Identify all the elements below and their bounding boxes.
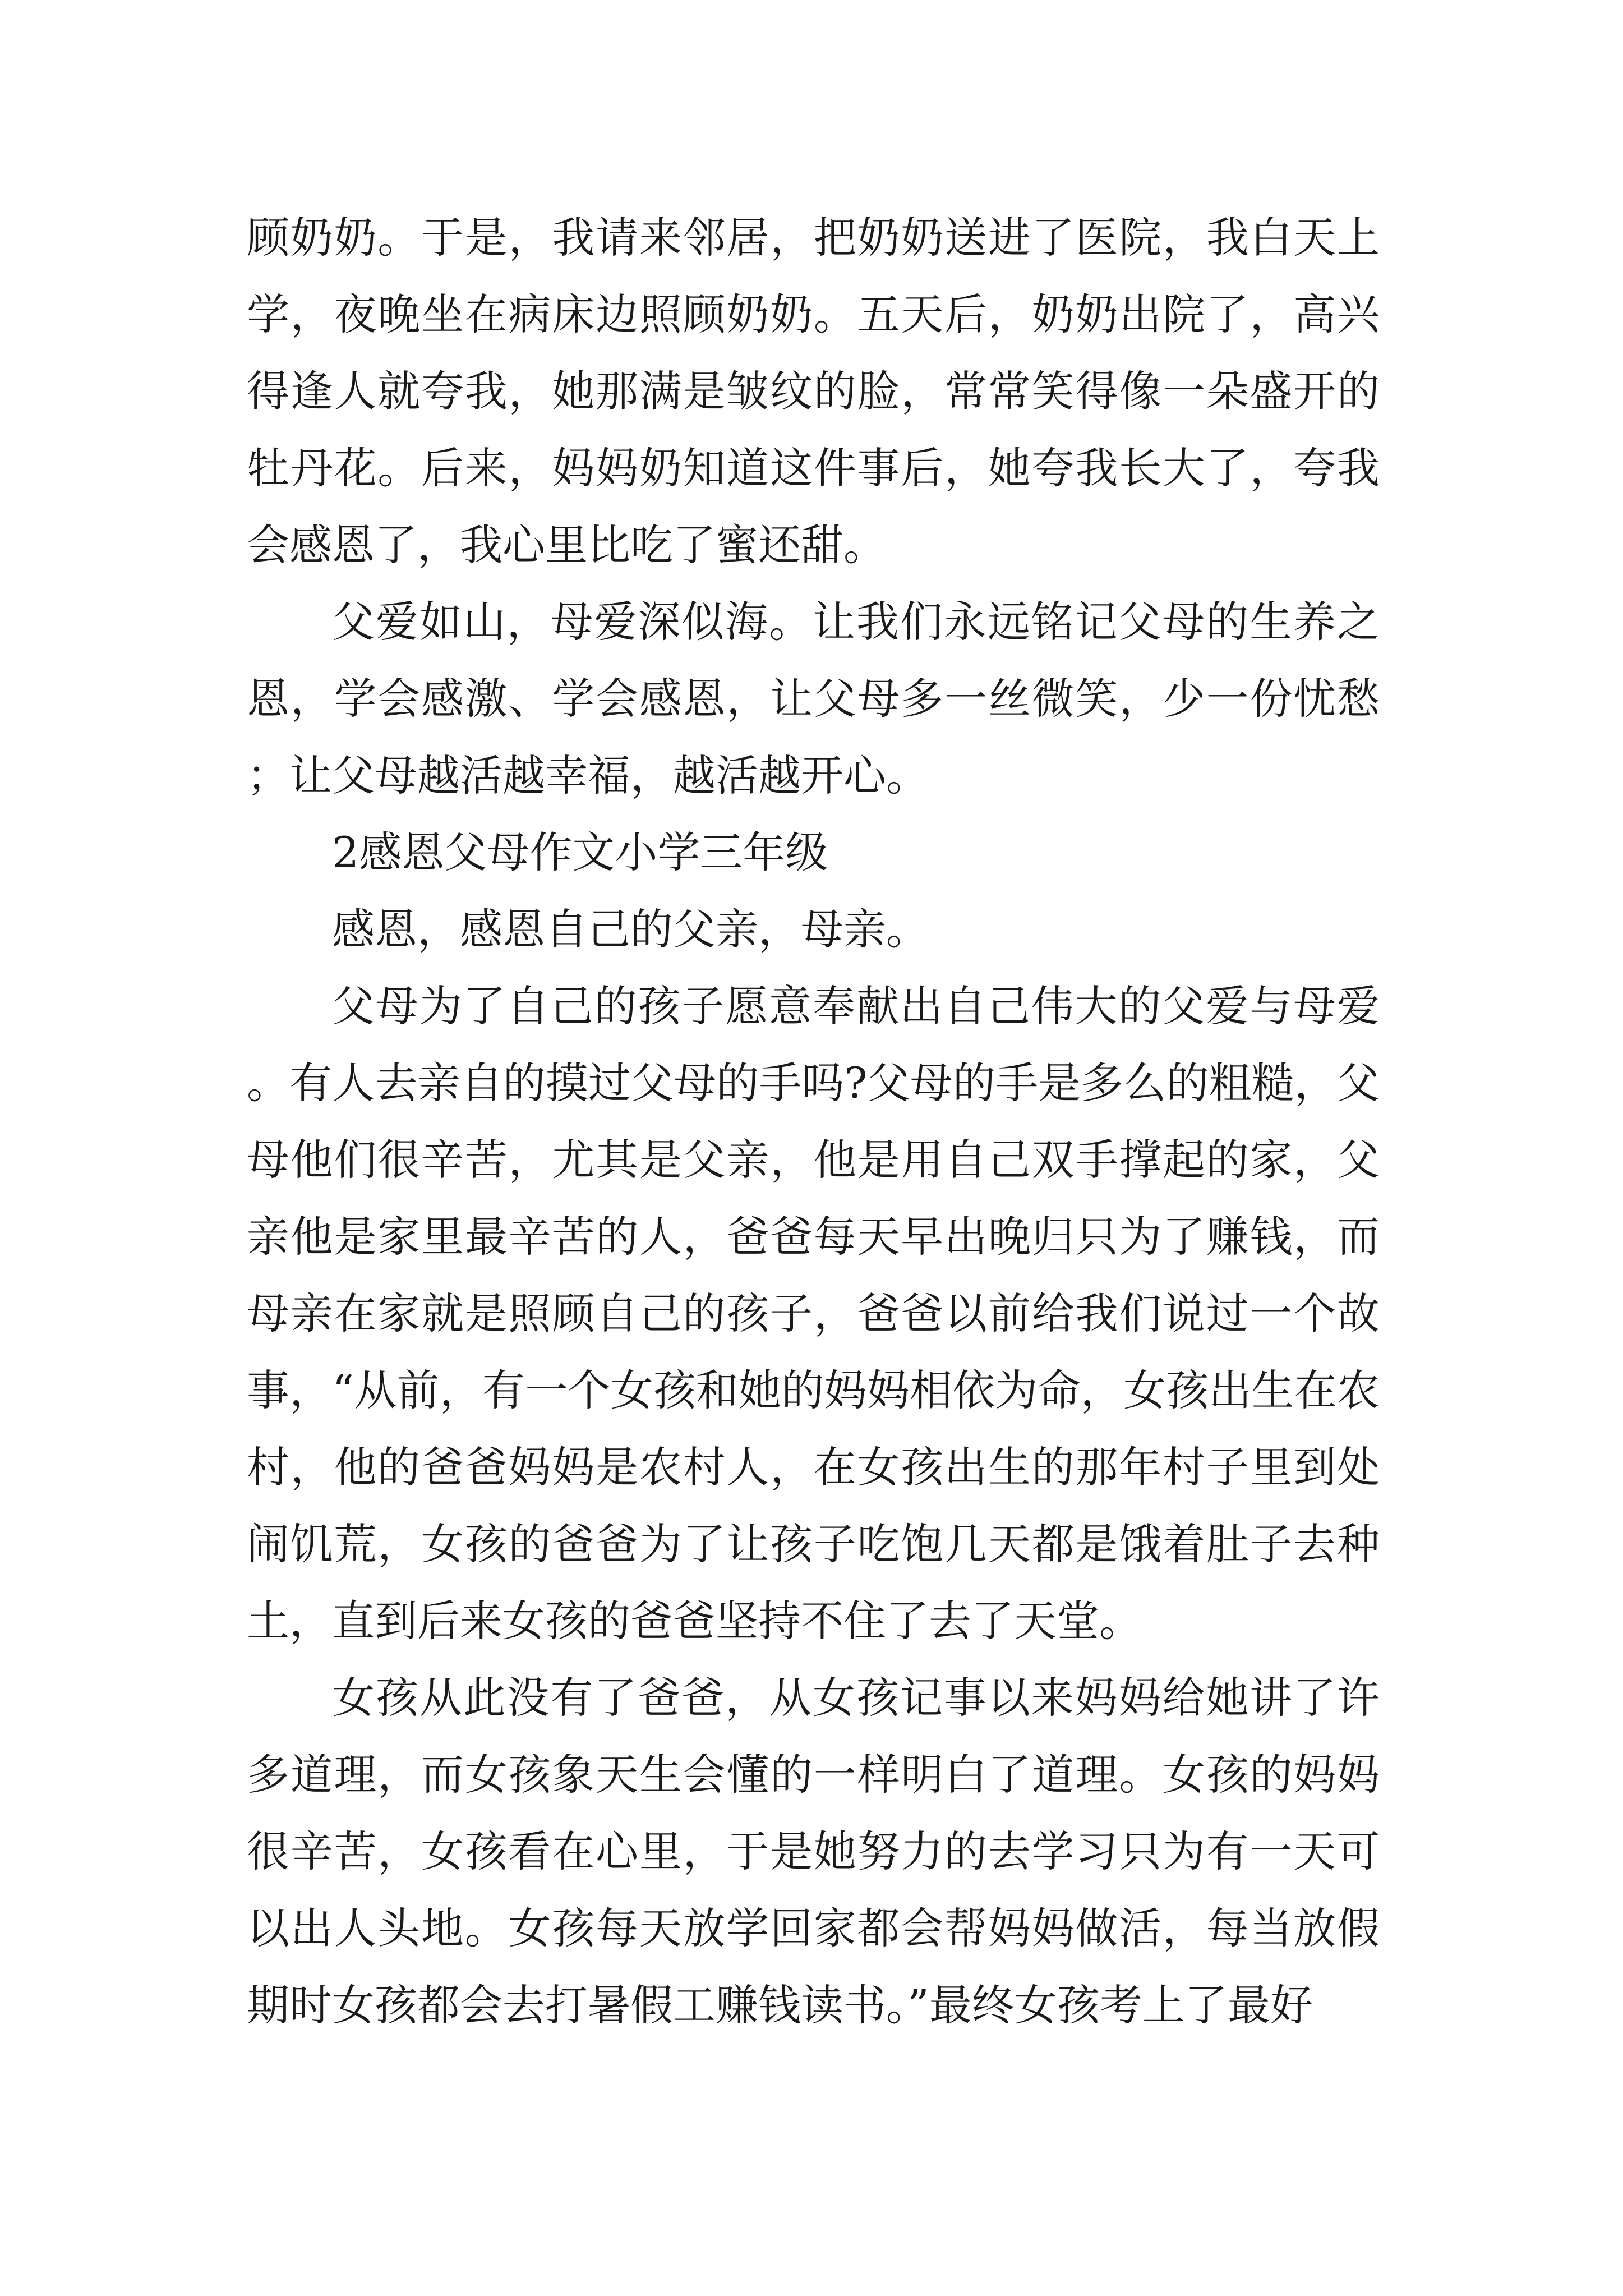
paragraph-conclusion: 父爱如山，母爱深似海。让我们永远铭记父母的生养之恩，学会感激、学会感恩，让父母多一丝微笑，少一份忧愁；让父母越活越幸福，越活越开心。 <box>247 597 1380 800</box>
paragraph-continuation: 顾奶奶。于是，我请来邻居，把奶奶送进了医院，我白天上学，夜晚坐在病床边照顾奶奶。五天后，奶奶出院了，高兴得逢人就夸我，她那满是皱纹的脸，常常笑得像一朵盛开的牡丹花。后来，妈妈奶知道这件事后，她夸我长大了，夸我会感恩了，我心里比吃了蜜还甜。 <box>247 213 1380 570</box>
paragraph-opening: 感恩，感恩自己的父亲，母亲。 <box>332 904 929 954</box>
paragraph-story-continued: 女孩从此没有了爸爸，从女孩记事以来妈妈给她讲了许多道理，而女孩象天生会懂的一样明白了道理。女孩的妈妈很辛苦，女孩看在心里，于是她努力的去学习只为有一天可以出人头地。女孩每天放学回家都会帮妈妈做活，每当放假期时女孩都会去打暑假工赚钱读书。”最终女孩考上了最好 <box>247 1673 1380 2030</box>
document-body <box>247 199 1380 2044</box>
section-heading: 2感恩父母作文小学三年级 <box>332 827 828 877</box>
paragraph-story: 父母为了自己的孩子愿意奉献出自己伟大的父爱与母爱。有人去亲自的摸过父母的手吗?父母的手是多么的粗糙，父母他们很辛苦，尤其是父亲，他是用自己双手撑起的家，父亲他是家里最辛苦的人，爸爸每天早出晚归只为了赚钱，而母亲在家就是照顾自己的孩子，爸爸以前给我们说过一个故事，“从前，有一个女孩和她的妈妈相依为命，女孩出生在农村，他的爸爸妈妈是农村人，在女孩出生的那年村子里到处闹饥荒，女孩的爸爸为了让孩子吃饱几天都是饿着肚子去种土，直到后来女孩的爸爸坚持不住了去了天堂。 <box>247 981 1380 1646</box>
